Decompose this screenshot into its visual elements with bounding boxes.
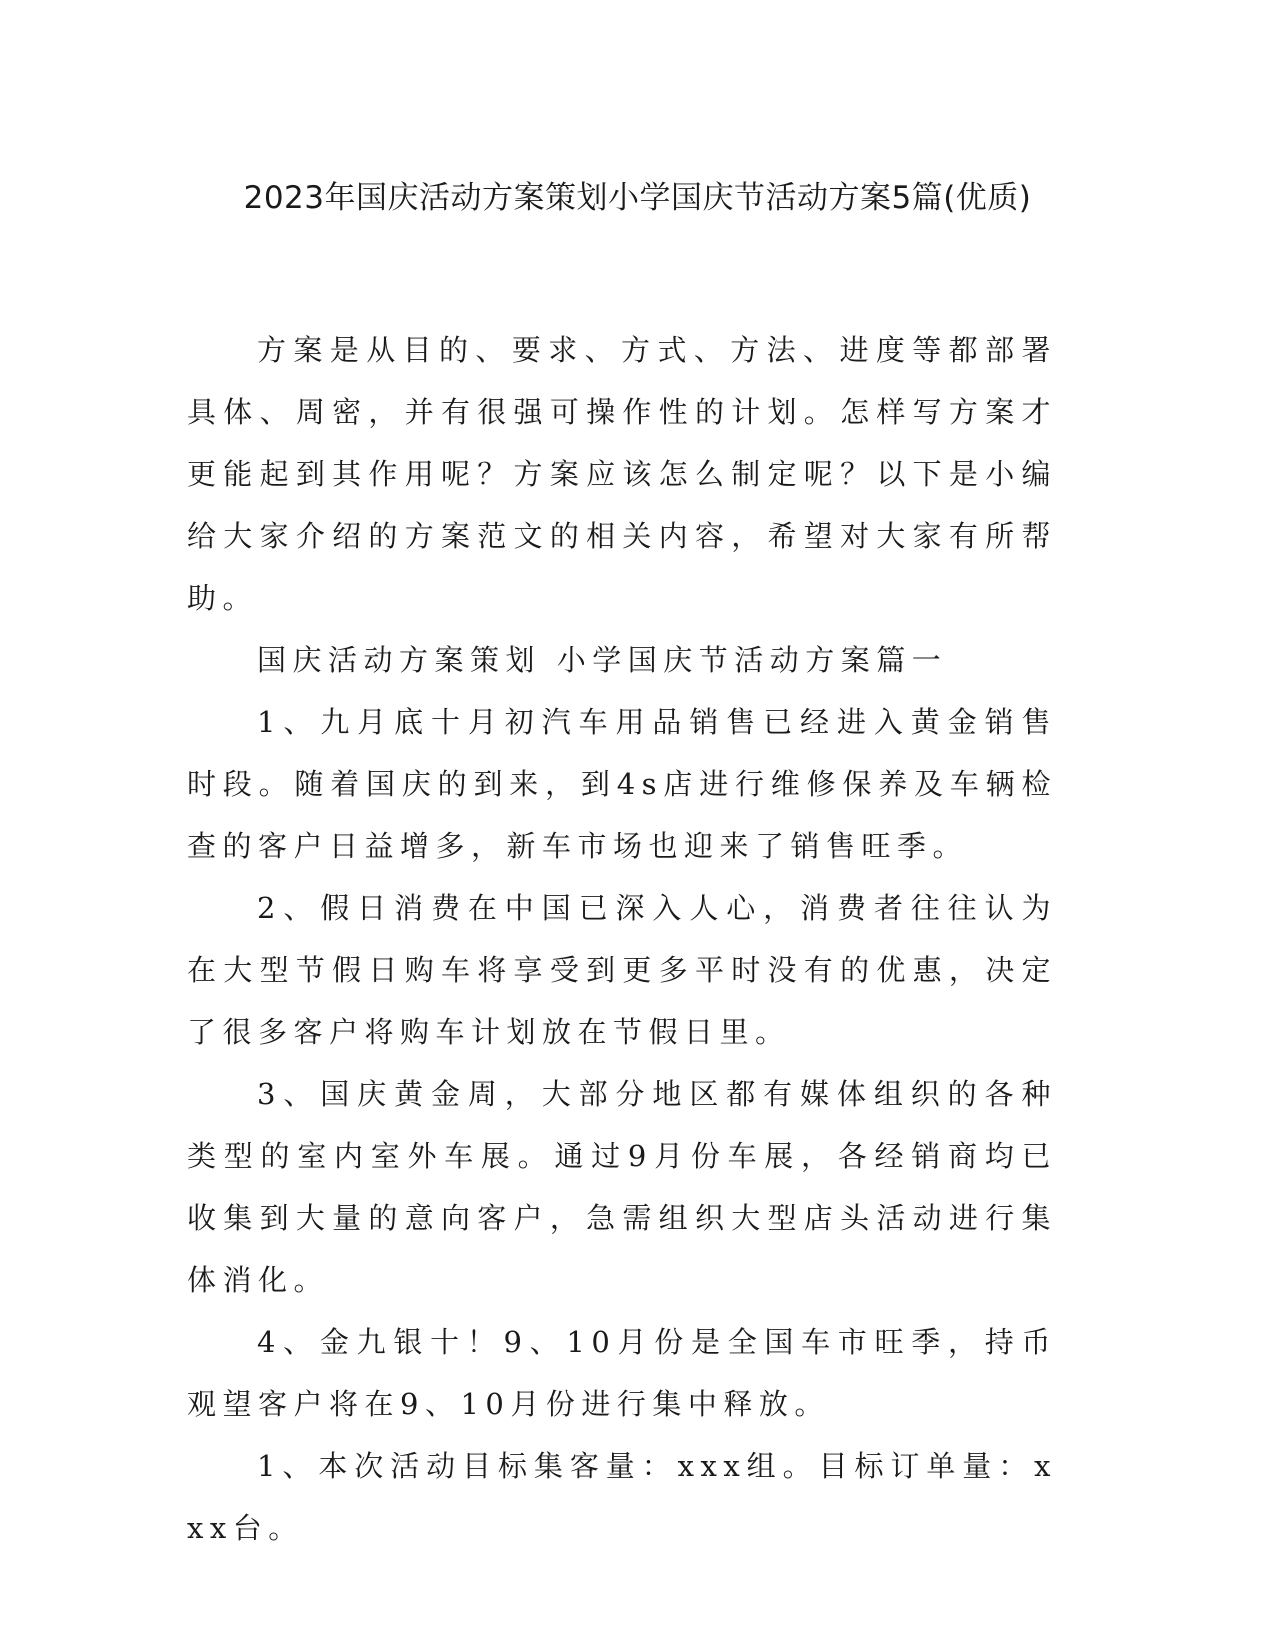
document-body xyxy=(187,319,1057,1559)
list-item: 2、假日消费在中国已深入人心，消费者往往认为在大型节假日购车将享受到更多平时没有的优惠，决定了很多客户将购车计划放在节假日里。 xyxy=(187,891,1057,1049)
intro-paragraph: 方案是从目的、要求、方式、方法、进度等都部署具体、周密，并有很强可操作性的计划。怎样写方案才更能起到其作用呢？方案应该怎么制定呢？以下是小编给大家介绍的方案范文的相关内容，希望对大家有所帮助。 xyxy=(187,333,1057,615)
list-item: 1、九月底十月初汽车用品销售已经进入黄金销售时段。随着国庆的到来，到4s店进行维修保养及车辆检查的客户日益增多，新车市场也迎来了销售旺季。 xyxy=(187,705,1057,863)
document-title: 2023年国庆活动方案策划小学国庆节活动方案5篇(优质) xyxy=(243,180,1032,216)
list-item: 3、国庆黄金周，大部分地区都有媒体组织的各种类型的室内室外车展。通过9月份车展，各经销商均已收集到大量的意向客户，急需组织大型店头活动进行集体消化。 xyxy=(187,1077,1057,1297)
list-item: 1、本次活动目标集客量：xxx组。目标订单量：xxx台。 xyxy=(187,1449,1057,1545)
list-item: 4、金九银十！9、10月份是全国车市旺季，持币观望客户将在9、10月份进行集中释放。 xyxy=(187,1325,1057,1421)
section-heading: 国庆活动方案策划 小学国庆节活动方案篇一 xyxy=(257,643,948,677)
